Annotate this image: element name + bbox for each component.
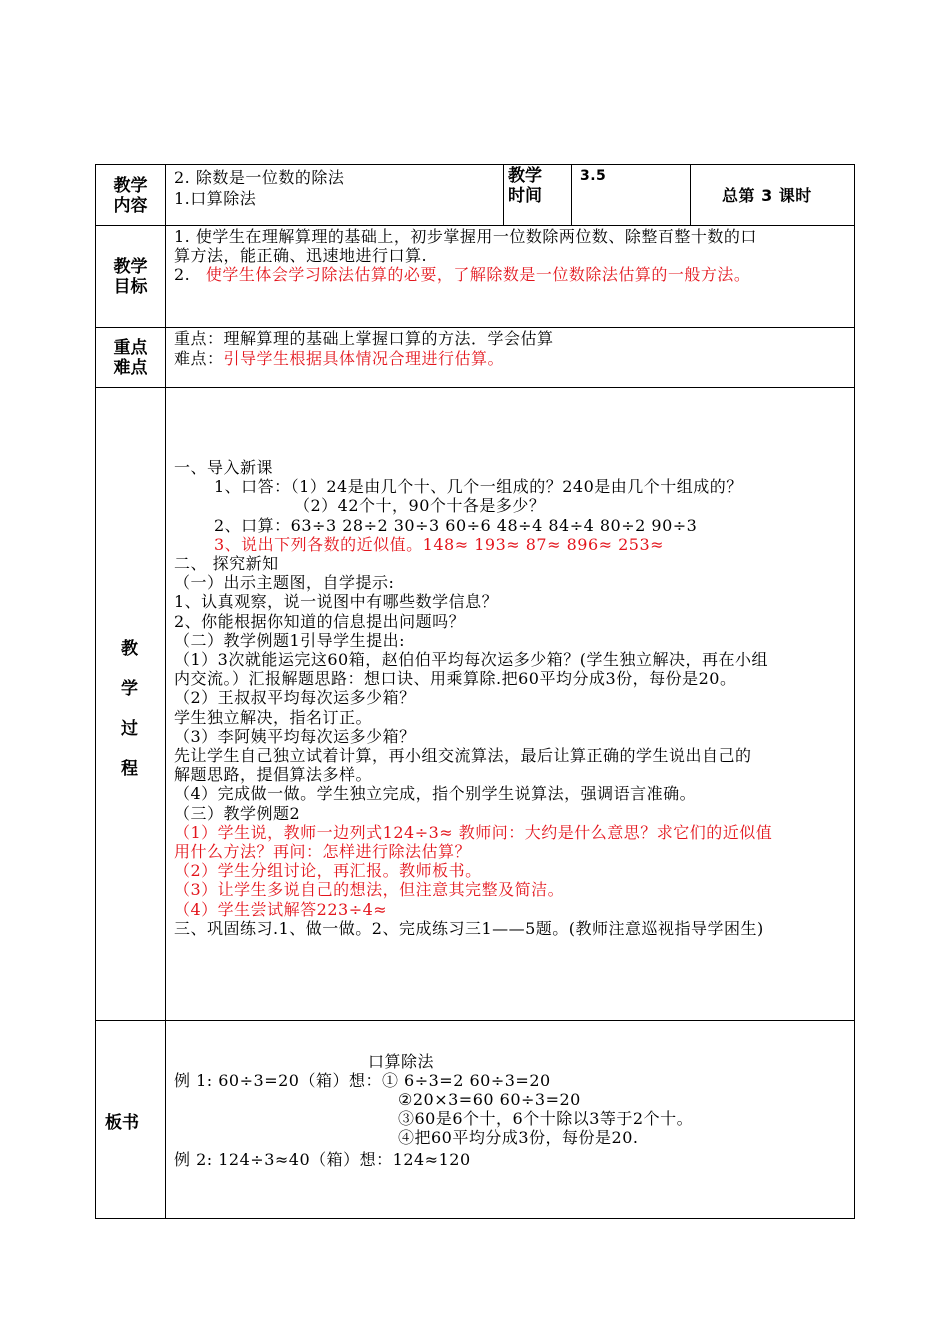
content-label-line2: 内容 <box>113 196 148 216</box>
header-divider-c <box>690 164 691 226</box>
table-border-left <box>95 164 96 1219</box>
header-divider-b <box>571 164 572 226</box>
goals-line3-red: 使学生体会学习除法估算的必要，了解除数是一位数除法估算的一般方法。 <box>205 265 751 284</box>
board-title: 口算除法 <box>368 1052 435 1071</box>
process-line: （4）完成做一做。学生独立完成，指个别学生说算法，强调语言准确。 <box>174 784 697 804</box>
process-line: 先让学生自己独立试着计算，再小组交流算法，最后让算正确的学生说出自己的 <box>174 746 752 765</box>
row-divider-2 <box>95 327 855 328</box>
goals-label-line2: 目标 <box>113 277 148 297</box>
row-divider-1 <box>95 225 855 226</box>
goals-line2: 算方法，能正确、迅速地进行口算. <box>174 246 428 265</box>
process-line: 三、巩固练习.1、做一做。2、完成练习三1——5题。(教师注意巡视指导学困生) <box>174 918 764 938</box>
process-line: （1）3次就能运完这60箱，赵伯伯平均每次运多少箱？(学生独立解决，再在小组 <box>174 650 768 669</box>
keypoints-label <box>96 338 165 378</box>
content-label-line1: 教学 <box>113 176 148 196</box>
process-line: （二）教学例题1引导学生提出: <box>174 630 406 650</box>
table-col-divider <box>165 164 166 1219</box>
time-value: 3.5 <box>580 168 607 184</box>
process-label-char-2: 学 <box>121 679 138 699</box>
board-ex1-line2: ②20×3=60 60÷3=20 <box>398 1090 581 1109</box>
goals-line1: 1. 使学生在理解算理的基础上，初步掌握用一位数除两位数、除整百整十数的口 <box>174 227 757 246</box>
process-line: 1、认真观察，说一说图中有哪些数学信息？ <box>174 592 499 612</box>
keypoints-difficulty <box>174 349 504 368</box>
content-value-line1: 2. 除数是一位数的除法 <box>174 168 345 187</box>
keypoints-label-line1: 重点 <box>113 338 148 358</box>
row-divider-4 <box>95 1020 855 1021</box>
process-line: （1）学生说，教师一边列式124÷3≈ 教师问：大约是什么意思？求它们的近似值 <box>174 822 773 842</box>
process-line: 学生独立解决，指名订正。 <box>174 707 373 727</box>
board-ex1-line3: ③60是6个十，6个十除以3等于2个十。 <box>398 1109 694 1128</box>
keypoints-focus: 重点：理解算理的基础上掌握口算的方法．学会估算 <box>174 329 554 348</box>
process-line: 内交流。）汇报解题思路：想口诀、用乘算除.把60平均分成3份，每份是20。 <box>174 669 737 689</box>
process-line: 3、说出下列各数的近似值。148≈ 193≈ 87≈ 896≈ 253≈ <box>214 534 665 554</box>
time-label-line1: 教学 <box>508 166 542 186</box>
process-line: （4）学生尝试解答223÷4≈ <box>174 899 388 919</box>
process-label-char-3: 过 <box>121 719 138 739</box>
table-border-top <box>95 164 855 165</box>
board-label: 板书 <box>105 1113 139 1133</box>
process-line: （2）42个十，90个十各是多少？ <box>294 496 546 516</box>
goals-line3-prefix: 2. <box>174 265 191 284</box>
process-line: （3）李阿姨平均每次运多少箱？ <box>174 726 416 746</box>
row-divider-3 <box>95 387 855 388</box>
goals-label-line1: 教学 <box>113 257 148 277</box>
process-line: 解题思路，提倡算法多样。 <box>174 765 373 785</box>
header-divider-a <box>503 164 504 226</box>
process-line: 2、你能根据你知道的信息提出问题吗？ <box>174 611 466 631</box>
keypoints-difficulty-prefix: 难点： <box>174 349 224 368</box>
process-line: 2、口算：63÷3 28÷2 30÷3 60÷6 48÷4 84÷4 80÷2 90÷3 <box>214 515 698 535</box>
process-line: （3）让学生多说自己的想法，但注意其完整及简洁。 <box>174 880 565 900</box>
table-border-bottom <box>95 1218 855 1219</box>
process-line: （2）学生分组讨论，再汇报。教师板书。 <box>174 861 482 881</box>
board-ex1: 例 1: 60÷3=20（箱）想：① 6÷3=2 60÷3=20 <box>174 1071 551 1090</box>
board-ex2: 例 2: 124÷3≈40（箱）想：124≈120 <box>174 1150 471 1169</box>
board-ex1-line4: ④把60平均分成3份，每份是20. <box>398 1128 639 1147</box>
content-value-line2: 1.口算除法 <box>174 189 257 208</box>
process-line: 1、口答：（1）24是由几个十、几个一组成的？240是由几个十组成的？ <box>214 477 743 497</box>
process-line: （2）王叔叔平均每次运多少箱？ <box>174 688 416 708</box>
process-label-char-4: 程 <box>121 759 138 779</box>
goals-line3 <box>174 265 750 284</box>
content-label <box>96 176 165 216</box>
time-label-line2: 时间 <box>508 186 542 206</box>
table-border-right <box>854 164 855 1219</box>
time-label <box>508 166 542 206</box>
process-line: 用什么方法？再问：怎样进行除法估算？ <box>174 842 472 861</box>
keypoints-label-line2: 难点 <box>113 358 148 378</box>
total-lesson: 总第 3 课时 <box>722 186 812 205</box>
process-line: 一、导入新课 <box>174 458 274 477</box>
process-line: （三）教学例题2 <box>174 803 301 823</box>
process-line: 二、 探究新知 <box>174 554 279 573</box>
goals-label <box>96 257 165 297</box>
process-line: （一）出示主题图，自学提示: <box>174 573 395 593</box>
process-label-char-1: 教 <box>121 639 138 659</box>
keypoints-difficulty-red: 引导学生根据具体情况合理进行估算。 <box>223 349 505 368</box>
